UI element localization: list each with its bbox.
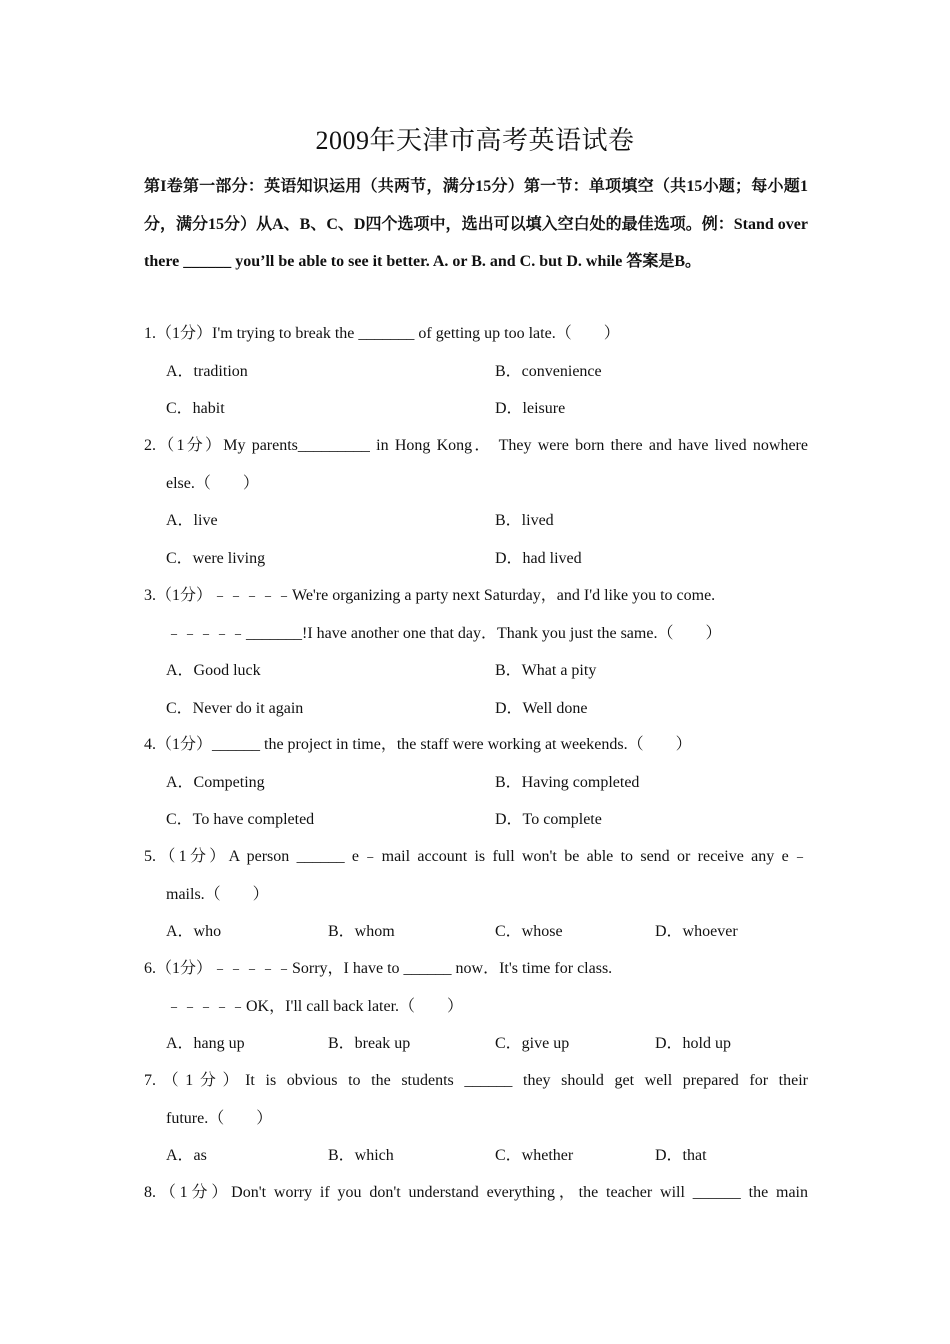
question-4 — [144, 726, 808, 839]
question-stem-continued: else.（ ） — [166, 474, 259, 492]
option-b: B．whom — [328, 923, 395, 940]
question-2 — [144, 427, 808, 577]
question-stem: 8.（1分）Don't worry if you don't understand everything，the teacher will ______ the main — [144, 1184, 808, 1201]
option-b: B．What a pity — [495, 662, 597, 679]
option-b: B．Having completed — [495, 773, 640, 791]
option-b: B．break up — [328, 1035, 411, 1052]
option-c: C．Never do it again — [166, 699, 304, 717]
option-c: C．habit — [166, 400, 225, 417]
options-row — [144, 502, 808, 540]
options-row — [144, 353, 808, 391]
option-c: C．whether — [495, 1147, 574, 1164]
question-3 — [144, 577, 808, 727]
option-d: D．had lived — [495, 549, 582, 567]
question-stem: 2.（1分）My parents_________ in Hong Kong． They were born there and have lived nowhere — [144, 437, 808, 454]
question-5 — [144, 838, 808, 951]
question-8 — [144, 1174, 808, 1212]
option-a: A．as — [166, 1147, 207, 1164]
options-row — [144, 801, 808, 839]
options-row — [144, 652, 808, 690]
question-stem-continued: ﹣﹣﹣﹣﹣OK，I'll call back later.（ ） — [166, 997, 464, 1015]
options-row — [144, 764, 808, 802]
options-row — [144, 540, 808, 578]
option-a: A．hang up — [166, 1035, 245, 1052]
option-a: A．tradition — [166, 362, 248, 380]
question-stem: 1.（1分）I'm trying to break the _______ of getting up too late.（ ） — [144, 325, 620, 342]
question-stem-continued: future.（ ） — [166, 1109, 273, 1127]
option-d: D．To complete — [495, 811, 602, 828]
option-d: D．Well done — [495, 699, 588, 717]
option-d: D．hold up — [655, 1035, 732, 1052]
question-stem: 3.（1分）﹣﹣﹣﹣﹣We're organizing a party next Saturday，and I'd like you to come. — [144, 587, 716, 604]
options-row — [144, 913, 808, 951]
options-row — [144, 690, 808, 728]
page-title: 2009年天津市高考英语试卷 — [315, 126, 635, 155]
option-b: B．which — [328, 1147, 394, 1164]
option-c: C．give up — [495, 1035, 570, 1052]
option-d: D．that — [655, 1147, 707, 1164]
option-b: B．lived — [495, 512, 554, 529]
question-stem: 6.（1分）﹣﹣﹣﹣﹣Sorry，I have to ______ now．It's time for class. — [144, 960, 613, 977]
question-6 — [144, 950, 808, 1063]
option-a: A．who — [166, 923, 222, 940]
option-a: A．live — [166, 512, 218, 529]
question-stem-continued: mails.（ ） — [166, 885, 269, 903]
question-1 — [144, 315, 808, 428]
option-d: D．whoever — [655, 923, 738, 940]
question-stem: 4.（1分）______ the project in time，the staff were working at weekends.（ ） — [144, 736, 692, 753]
option-c: C．To have completed — [166, 811, 315, 828]
question-stem-continued: ﹣﹣﹣﹣﹣_______!I have another one that day．Thank you just the same.（ ） — [166, 624, 722, 642]
question-stem: 7.（1分）It is obvious to the students ______ they should get well prepared for their — [144, 1072, 808, 1089]
section-instructions: 第I卷第一部分：英语知识运用（共两节，满分15分）第一节：单项填空（共15小题；每小题1分，满分15分）从A、B、C、D四个选项中，选出可以填入空白处的最佳选项。例：Stand over there ______ you’ll be able to see it better. A. or B. and C. but D. while 答案是B。 — [144, 178, 808, 270]
option-c: C．whose — [495, 923, 563, 940]
options-row — [144, 1025, 808, 1063]
question-stem: 5.（1分）A person ______ e﹣mail account is full won't be able to send or receive any e﹣ — [144, 848, 808, 865]
options-row — [144, 390, 808, 428]
option-c: C．were living — [166, 549, 266, 567]
option-a: A．Good luck — [166, 662, 261, 679]
option-a: A．Competing — [166, 773, 265, 791]
options-row — [144, 1137, 808, 1175]
option-b: B．convenience — [495, 362, 602, 380]
question-7 — [144, 1062, 808, 1175]
option-d: D．leisure — [495, 400, 566, 417]
